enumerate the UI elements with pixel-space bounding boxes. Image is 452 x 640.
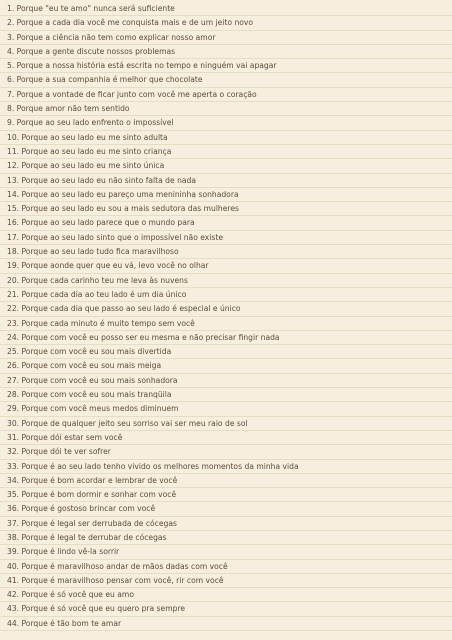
list-item: 18. Porque ao seu lado tudo fica maravilhoso [0,245,452,259]
list-item: 5. Porque a nossa história está escrita no tempo e ninguém vai apagar [0,59,452,73]
list-item: 10. Porque ao seu lado eu me sinto adulta [0,131,452,145]
list-item: 24. Porque com você eu posso ser eu mesma e não precisar fingir nada [0,331,452,345]
list-item: 20. Porque cada carinho teu me leva às nuvens [0,274,452,288]
list-item: 43. Porque é só você que eu quero pra sempre [0,602,452,616]
list-item: 38. Porque é legal te derrubar de cócegas [0,531,452,545]
list-item: 28. Porque com você eu sou mais tranqüila [0,388,452,402]
list-item: 33. Porque é ao seu lado tenho vivido os melhores momentos da minha vida [0,460,452,474]
list-item: 30. Porque de qualquer jeito seu sorriso vai ser meu raio de sol [0,417,452,431]
list-item: 12. Porque ao seu lado eu me sinto única [0,159,452,173]
list-item: 6. Porque a sua companhia é melhor que chocolate [0,73,452,87]
list-item: 39. Porque é lindo vê-la sorrir [0,545,452,559]
list-item: 26. Porque com você eu sou mais meiga [0,359,452,373]
list-item: 3. Porque a ciência não tem como explicar nosso amor [0,31,452,45]
list-item: 42. Porque é só você que eu amo [0,588,452,602]
list-item: 35. Porque é bom dormir e sonhar com você [0,488,452,502]
list-item: 19. Porque aonde quer que eu vá, levo você no olhar [0,259,452,273]
list-item: 8. Porque amor não tem sentido [0,102,452,116]
list-item: 17. Porque ao seu lado sinto que o impossível não existe [0,231,452,245]
list-item: 34. Porque é bom acordar e lembrar de você [0,474,452,488]
list-item: 27. Porque com você eu sou mais sonhadora [0,374,452,388]
list-item: 13. Porque ao seu lado eu não sinto falta de nada [0,174,452,188]
list-item: 4. Porque a gente discute nossos problemas [0,45,452,59]
list-item: 14. Porque ao seu lado eu pareço uma menininha sonhadora [0,188,452,202]
list-item: 31. Porque dói estar sem você [0,431,452,445]
list-item: 9. Porque ao seu lado enfrento o impossível [0,116,452,130]
list-item: 16. Porque ao seu lado parece que o mundo para [0,216,452,230]
list-item: 41. Porque é maravilhoso pensar com você, rir com você [0,574,452,588]
list-item: 25. Porque com você eu sou mais divertida [0,345,452,359]
list-item: 1. Porque "eu te amo" nunca será suficiente [0,2,452,16]
list-item: 37. Porque é legal ser derrubada de cócegas [0,517,452,531]
list-item: 2. Porque a cada dia você me conquista mais e de um jeito novo [0,16,452,30]
list-item: 22. Porque cada dia que passo ao seu lado é especial e único [0,302,452,316]
list-item: 21. Porque cada dia ao teu lado é um dia único [0,288,452,302]
list-item: 11. Porque ao seu lado eu me sinto criança [0,145,452,159]
list-item: 40. Porque é maravilhoso andar de mãos dadas com você [0,560,452,574]
list-item: 23. Porque cada minuto é muito tempo sem você [0,317,452,331]
list-item: 29. Porque com você meus medos diminuem [0,402,452,416]
list-item: 32. Porque dói te ver sofrer [0,445,452,459]
list-item: 15. Porque ao seu lado eu sou a mais sedutora das mulheres [0,202,452,216]
list-item: 44. Porque é tão bom te amar [0,617,452,631]
list-item: 7. Porque a vontade de ficar junto com você me aperta o coração [0,88,452,102]
list-item: 36. Porque é gostoso brincar com você [0,502,452,516]
